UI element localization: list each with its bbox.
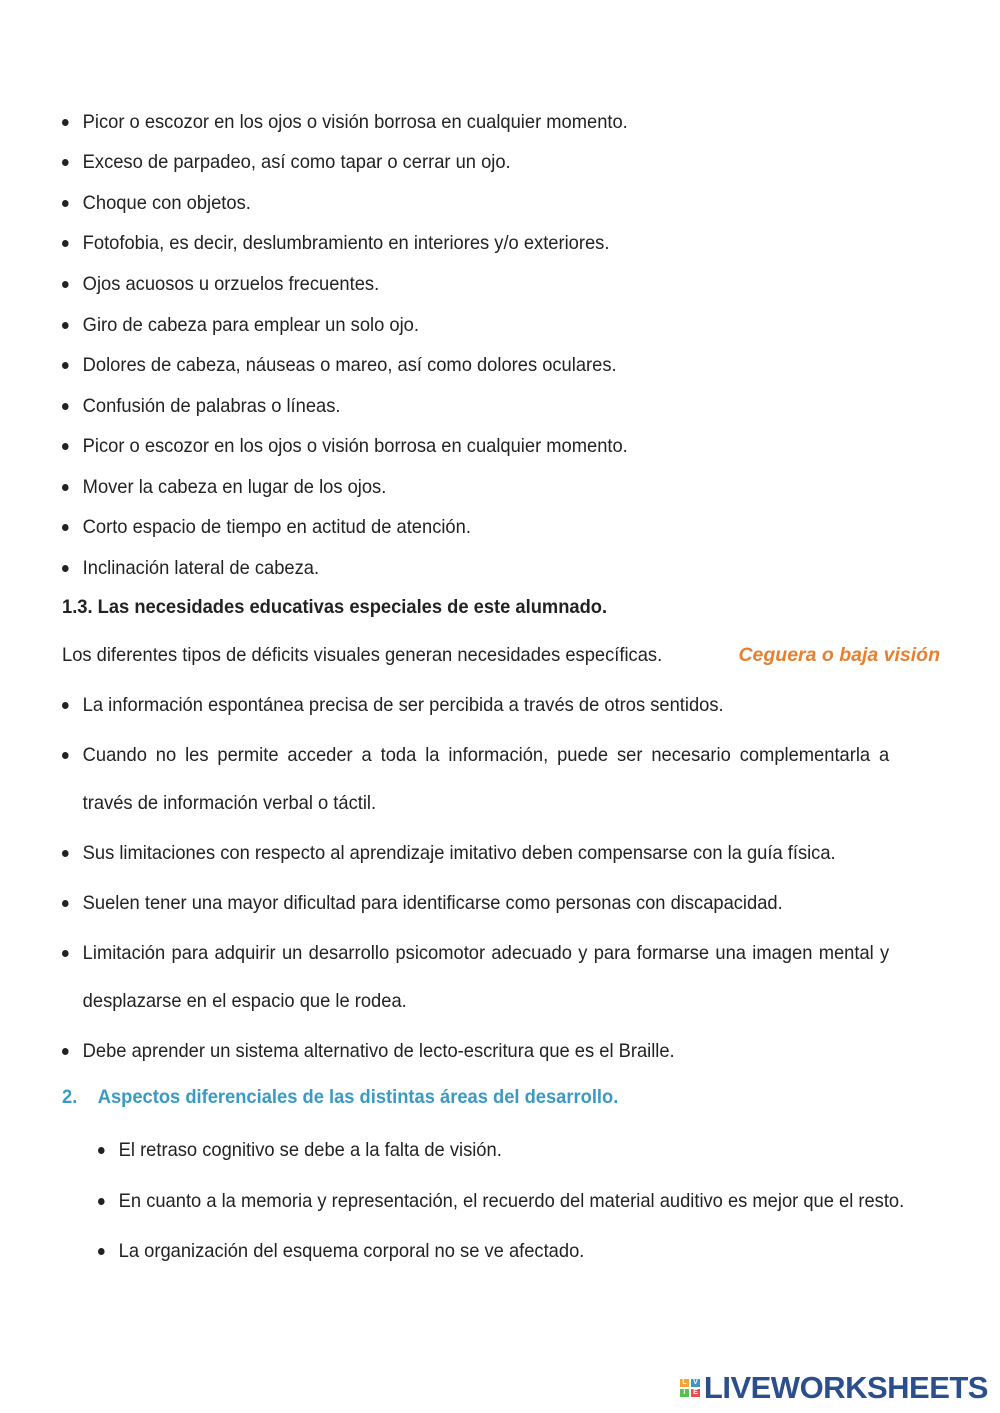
list-item: Confusión de palabras o líneas.: [62, 394, 889, 418]
list-item: Dolores de cabeza, náuseas o mareo, así como dolores oculares.: [62, 353, 889, 377]
list-item: Corto espacio de tiempo en actitud de atención.: [62, 515, 889, 539]
list-item: Ojos acuosos u orzuelos frecuentes.: [62, 272, 889, 296]
bullet-icon: [62, 443, 69, 450]
bullet-icon: [62, 281, 69, 288]
bullet-icon: [62, 702, 69, 709]
bullet-icon: [62, 119, 69, 126]
list-item: Mover la cabeza en lugar de los ojos.: [62, 475, 889, 499]
list-item: La información espontánea precisa de ser percibida a través de otros sentidos.: [62, 693, 889, 717]
bullet-icon: [62, 900, 69, 907]
bullet-icon: [62, 950, 69, 957]
list-item: Giro de cabeza para emplear un solo ojo.: [62, 313, 889, 337]
bullet-icon: [62, 200, 69, 207]
bullet-icon: [62, 565, 69, 572]
bullet-icon: [98, 1248, 105, 1255]
bullet-icon: [98, 1147, 105, 1154]
section-heading: 1.3. Las necesidades educativas especiales de este alumnado.: [62, 596, 608, 618]
bullet-icon: [62, 403, 69, 410]
bullet-icon: [62, 240, 69, 247]
bullet-icon: [62, 752, 69, 759]
section-number: 2.: [62, 1086, 78, 1108]
liveworksheets-logo[interactable]: [680, 1370, 988, 1406]
list-item: Choque con objetos.: [62, 191, 889, 215]
bullet-icon: [98, 1198, 105, 1205]
section-intro: Los diferentes tipos de déficits visuales generan necesidades específicas.: [62, 644, 663, 666]
logo-text: LIVEWORKSHEETS: [703, 1370, 988, 1405]
category-tag: Ceguera o baja visión: [738, 644, 940, 666]
list-item: Debe aprender un sistema alternativo de lecto-escritura que es el Braille.: [62, 1039, 889, 1063]
bullet-icon: [62, 1048, 69, 1055]
bullet-icon: [62, 322, 69, 329]
list-item: Fotofobia, es decir, deslumbramiento en interiores y/o exteriores.: [62, 231, 889, 255]
list-item: El retraso cognitivo se debe a la falta de visión.: [98, 1138, 891, 1162]
list-item: Picor o escozor en los ojos o visión borrosa en cualquier momento.: [62, 110, 889, 134]
list-item: En cuanto a la memoria y representación, el recuerdo del material auditivo es mejor que el resto.: [98, 1189, 891, 1213]
list-item: Picor o escozor en los ojos o visión borrosa en cualquier momento.: [62, 434, 889, 458]
list-item: Exceso de parpadeo, así como tapar o cerrar un ojo.: [62, 150, 889, 174]
section-2-title: Aspectos diferenciales de las distintas áreas del desarrollo.: [97, 1086, 619, 1108]
list-item: La organización del esquema corporal no se ve afectado.: [98, 1239, 891, 1263]
list-item: Suelen tener una mayor dificultad para identificarse como personas con discapacidad.: [62, 891, 889, 915]
list-item: Sus limitaciones con respecto al aprendizaje imitativo deben compensarse con la guía física.: [62, 841, 889, 865]
list-item: Limitación para adquirir un desarrollo psicomotor adecuado y para formarse una imagen mental y desplazarse en el espacio que le rodea.: [62, 929, 889, 1025]
list-item: Inclinación lateral de cabeza.: [62, 556, 889, 580]
logo-mark-icon: L I V E: [680, 1379, 700, 1397]
bullet-icon: [62, 159, 69, 166]
bullet-icon: [62, 484, 69, 491]
section-2-heading: [62, 1086, 618, 1109]
bullet-icon: [62, 850, 69, 857]
bullet-icon: [62, 362, 69, 369]
list-item: Cuando no les permite acceder a toda la información, puede ser necesario complementarla a través de información verbal o táctil.: [62, 731, 889, 827]
bullet-icon: [62, 524, 69, 531]
